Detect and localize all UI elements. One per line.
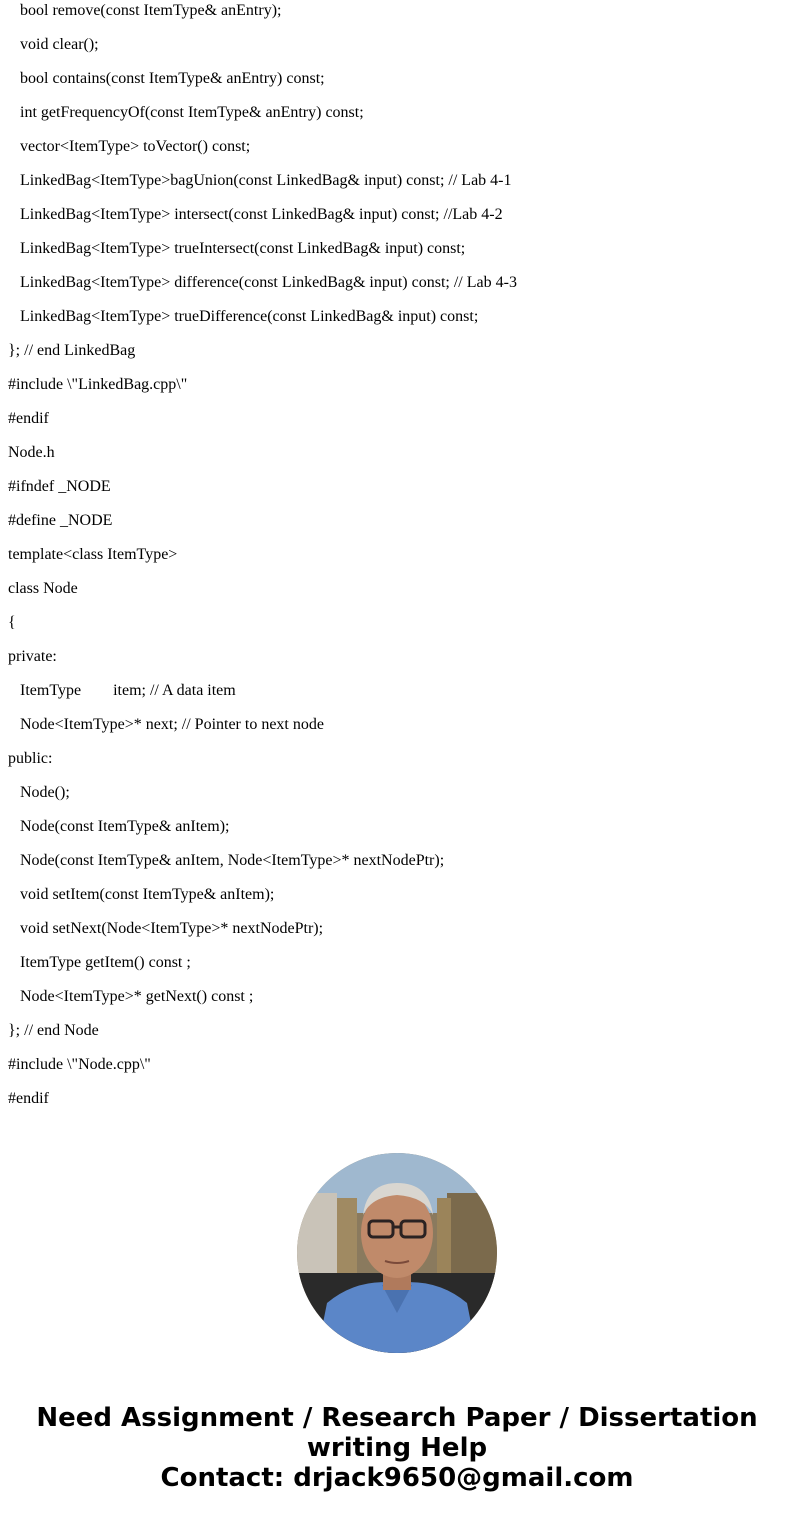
code-line: void setItem(const ItemType& anItem); [20,886,275,903]
code-line: vector<ItemType> toVector() const; [20,138,251,155]
code-line: int getFrequencyOf(const ItemType& anEntry) const; [20,104,364,121]
author-avatar [297,1153,497,1353]
code-line: Node(const ItemType& anItem); [20,818,230,835]
code-line: #ifndef _NODE [8,478,111,495]
contact-banner [0,1403,794,1493]
code-line: Node<ItemType>* next; // Pointer to next node [20,716,324,733]
code-line: LinkedBag<ItemType> trueDifference(const LinkedBag& input) const; [20,308,479,325]
code-line: ItemType item; // A data item [20,682,236,699]
code-line: }; // end LinkedBag [8,342,136,359]
footer-contact-email: Contact: drjack9650@gmail.com [160,1463,634,1493]
code-line: #include \"LinkedBag.cpp\" [8,376,188,393]
code-line: #endif [8,1090,49,1107]
code-line: }; // end Node [8,1022,99,1039]
code-line: public: [8,750,53,767]
code-line: #define _NODE [8,512,113,529]
footer-help-text: Need Assignment / Research Paper / Dissertation writing Help [36,1403,758,1463]
code-line: { [8,614,16,631]
code-line: template<class ItemType> [8,546,178,563]
code-line: void setNext(Node<ItemType>* nextNodePtr); [20,920,324,937]
avatar-portrait [297,1153,497,1353]
code-line: Node(); [20,784,70,801]
code-line: #include \"Node.cpp\" [8,1056,151,1073]
code-line: void clear(); [20,36,99,53]
code-line: Node.h [8,444,55,461]
code-line: #endif [8,410,49,427]
code-line: ItemType getItem() const ; [20,954,191,971]
code-line: LinkedBag<ItemType>bagUnion(const LinkedBag& input) const; // Lab 4-1 [20,172,512,189]
code-listing [8,0,788,1122]
code-line: LinkedBag<ItemType> intersect(const LinkedBag& input) const; //Lab 4-2 [20,206,503,223]
code-line: bool contains(const ItemType& anEntry) const; [20,70,325,87]
code-line: Node(const ItemType& anItem, Node<ItemType>* nextNodePtr); [20,852,445,869]
code-line: LinkedBag<ItemType> trueIntersect(const LinkedBag& input) const; [20,240,466,257]
code-line: LinkedBag<ItemType> difference(const LinkedBag& input) const; // Lab 4-3 [20,274,517,291]
code-line: class Node [8,580,78,597]
code-line: private: [8,648,57,665]
code-line: bool remove(const ItemType& anEntry); [20,2,282,19]
code-line: Node<ItemType>* getNext() const ; [20,988,254,1005]
